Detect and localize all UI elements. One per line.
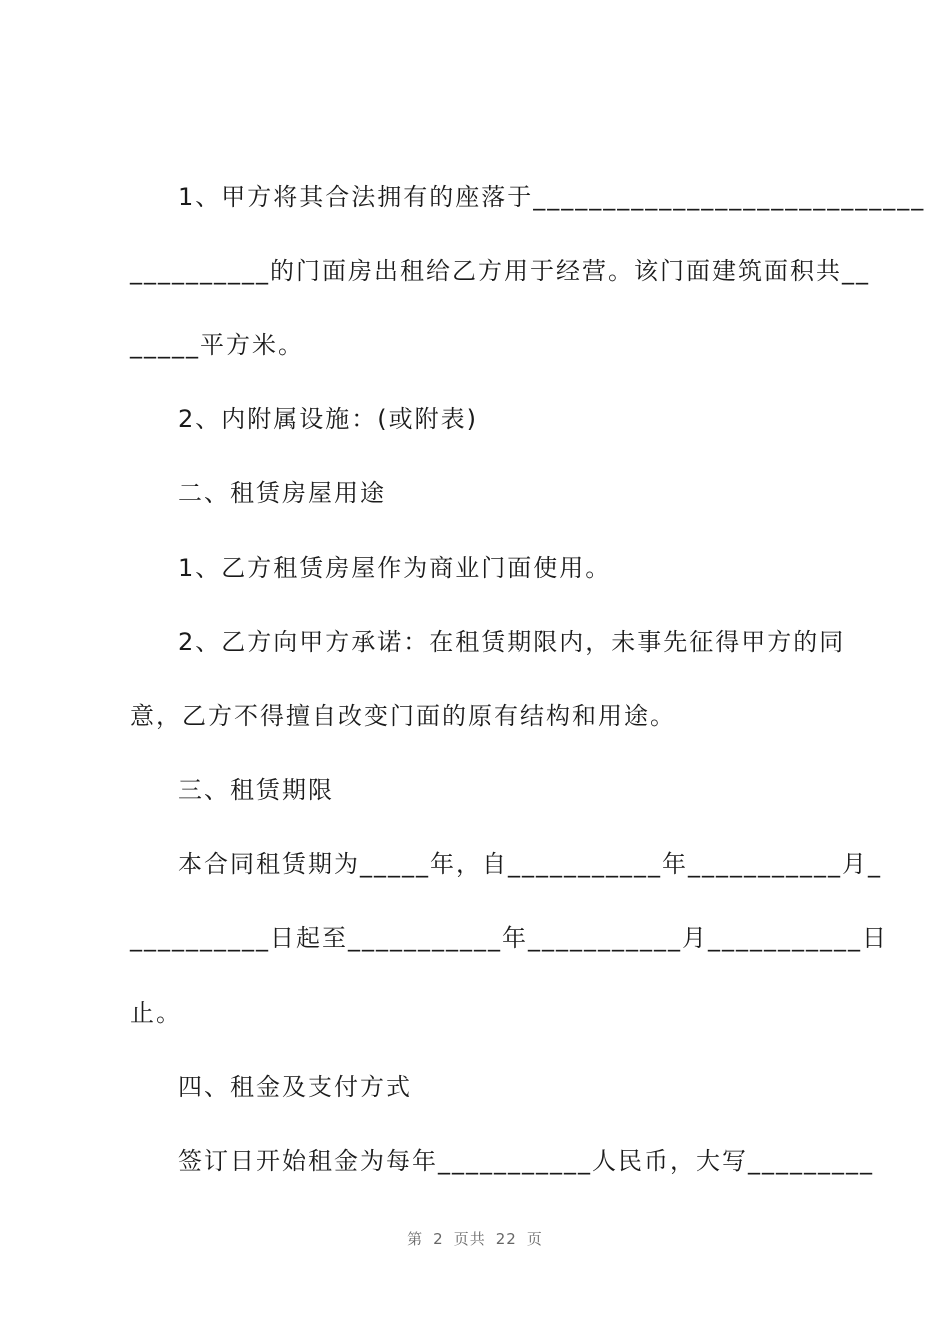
footer-total-pages: 22 [495, 1230, 517, 1248]
paragraph-line-14: 签订日开始租金为每年___________人民币，大写_________ [178, 1147, 874, 1175]
section-heading-2: 二、租赁房屋用途 [178, 479, 386, 507]
paragraph-line-3: _____平方米。 [130, 331, 304, 359]
paragraph-line-1: 1、甲方将其合法拥有的座落于____________________________ [178, 183, 926, 211]
section-heading-3: 三、租赁期限 [178, 776, 334, 804]
paragraph-line-8: 意，乙方不得擅自改变门面的原有结构和用途。 [130, 702, 676, 730]
paragraph-line-11: __________日起至___________年___________月___________日 [130, 924, 888, 952]
paragraph-line-4: 2、内附属设施：(或附表) [178, 405, 478, 433]
paragraph-line-6: 1、乙方租赁房屋作为商业门面使用。 [178, 554, 612, 582]
section-heading-4: 四、租金及支付方式 [178, 1073, 412, 1101]
footer-prefix: 第 [407, 1230, 424, 1248]
footer-page-number: 2 [433, 1230, 444, 1248]
footer-suffix: 页 [526, 1230, 543, 1248]
paragraph-line-10: 本合同租赁期为_____年，自___________年___________月_ [178, 850, 882, 878]
paragraph-line-7: 2、乙方向甲方承诺：在租赁期限内，未事先征得甲方的同 [178, 628, 846, 656]
footer-middle: 页共 [453, 1230, 486, 1248]
paragraph-line-12: 止。 [130, 999, 182, 1027]
page-footer [0, 1228, 950, 1249]
paragraph-line-2: __________的门面房出租给乙方用于经营。该门面建筑面积共__ [130, 257, 870, 285]
